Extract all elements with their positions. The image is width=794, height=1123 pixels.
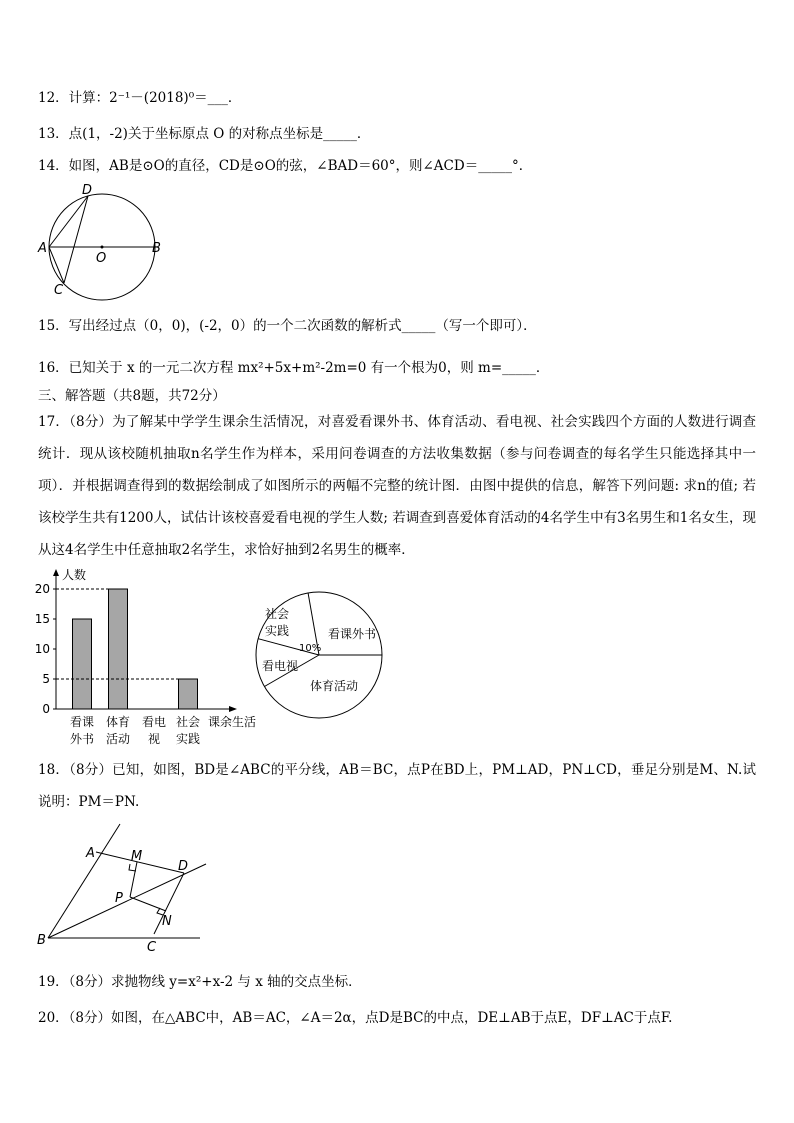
- label-c: C: [147, 940, 157, 955]
- question-19-text: 19．（8分）求抛物线 y=x²+x-2 与 x 轴的交点坐标．: [38, 974, 362, 990]
- category-label: 实践: [175, 732, 201, 746]
- line-pn: [130, 897, 166, 911]
- label-o: O: [96, 251, 107, 266]
- question-15: [38, 316, 756, 336]
- question-17: [38, 406, 756, 566]
- question-16-text: 16．已知关于 x 的一元二次方程 mx²+5x+m²-2m=0 有一个根为0，则 m=_____．: [38, 360, 550, 376]
- question-20: [38, 1008, 756, 1028]
- bar: [179, 679, 198, 709]
- question-13: [38, 124, 756, 144]
- pie-label: 体育活动: [309, 679, 359, 693]
- section-heading: [38, 386, 756, 406]
- category-label: 外书: [69, 732, 95, 746]
- y-tick-label: 0: [42, 702, 50, 716]
- y-tick-label: 5: [42, 672, 50, 686]
- center-point: [101, 246, 104, 249]
- label-b: B: [152, 241, 161, 256]
- y-tick-label: 20: [34, 582, 50, 596]
- label-c: C: [54, 283, 64, 298]
- bar-chart: [30, 563, 275, 753]
- chord-ac: [49, 247, 64, 283]
- category-label: 社会: [175, 715, 201, 729]
- pie-chart: [252, 588, 387, 723]
- label-n: N: [162, 914, 172, 929]
- question-15-text: 15．写出经过点（0，0)，(-2，0）的一个二次函数的解析式_____（写一个即可）．: [38, 318, 537, 334]
- bar: [109, 589, 128, 709]
- y-axis-arrow: [53, 569, 59, 576]
- label-a: A: [38, 241, 47, 256]
- question-16: [38, 358, 756, 378]
- chord-dc: [64, 196, 88, 283]
- question-12: [38, 88, 756, 108]
- quadrilateral-figure: [34, 820, 214, 955]
- question-13-text: 13．点(1，-2)关于坐标原点 O 的对称点坐标是_____．: [38, 126, 371, 142]
- pie-label: 看课外书: [327, 627, 377, 641]
- question-20-text: 20．（8分）如图，在△ABC中，AB＝AC，∠A＝2α，点D是BC的中点，DE⊥AB于点E，DF⊥AC于点F.: [38, 1010, 673, 1026]
- line-pm: [130, 862, 137, 897]
- label-m: M: [131, 849, 143, 864]
- label-d: D: [178, 859, 189, 874]
- category-label: 看电: [141, 715, 167, 729]
- category-label: 活动: [105, 732, 131, 746]
- label-p: P: [115, 891, 123, 906]
- pie-label: 社会: [264, 607, 290, 621]
- question-18: [38, 754, 756, 818]
- y-tick-label: 10: [34, 642, 50, 656]
- bar: [73, 619, 92, 709]
- x-axis-label: 课余生活: [208, 715, 257, 729]
- chord-ad: [49, 196, 88, 247]
- y-axis-label: 人数: [62, 568, 87, 582]
- question-17-text: 17．（8分）为了解某中学学生课余生活情况，对喜爱看课外书、体育活动、看电视、社会实践四个方面的人数进行调查统计．现从该校随机抽取n名学生作为样本，采用问卷调查的方法收集数据（参与问卷调查的每名学生只能选择其中一项）．并根据调查得到的数据绘制成了如图所示的两幅不完整的统计图．由图中提供的信息，解答下列问题: 求n的值; 若该校学生共有1200人，试估计该校喜爱看电视的学生人数; 若调查到喜爱体育活动的4名学生中有3名男生和1名女生，现从这4名学生中任意抽取2名学生，求恰好抽到2名男生的概率．: [38, 414, 756, 558]
- pie-label: 实践: [264, 624, 290, 638]
- label-a: A: [86, 846, 95, 861]
- y-tick-label: 15: [34, 612, 50, 626]
- x-axis-arrow: [229, 706, 237, 712]
- category-label: 视: [147, 732, 161, 746]
- question-18-text: 18．（8分）已知，如图，BD是∠ABC的平分线，AB＝BC，点P在BD上，PM⊥AD，PN⊥CD，垂足分别是M、N.试说明：PM＝PN.: [38, 762, 756, 810]
- label-d: D: [82, 183, 93, 198]
- pie-annotation: 10%: [299, 643, 322, 654]
- label-b: B: [37, 933, 46, 948]
- question-12-text: 12．计算：2⁻¹－(2018)⁰＝___．: [38, 90, 242, 106]
- category-label: 看课: [69, 715, 95, 729]
- question-19: [38, 972, 756, 992]
- section-3-text: 三、解答题（共8题，共72分）: [38, 388, 226, 404]
- question-14: [38, 156, 756, 176]
- category-label: 体育: [105, 715, 131, 729]
- pie-label: 看电视: [261, 659, 299, 673]
- circle-figure: [36, 180, 171, 302]
- question-14-text: 14．如图，AB是⊙O的直径，CD是⊙O的弦，∠BAD＝60°，则∠ACD＝_____°．: [38, 158, 533, 174]
